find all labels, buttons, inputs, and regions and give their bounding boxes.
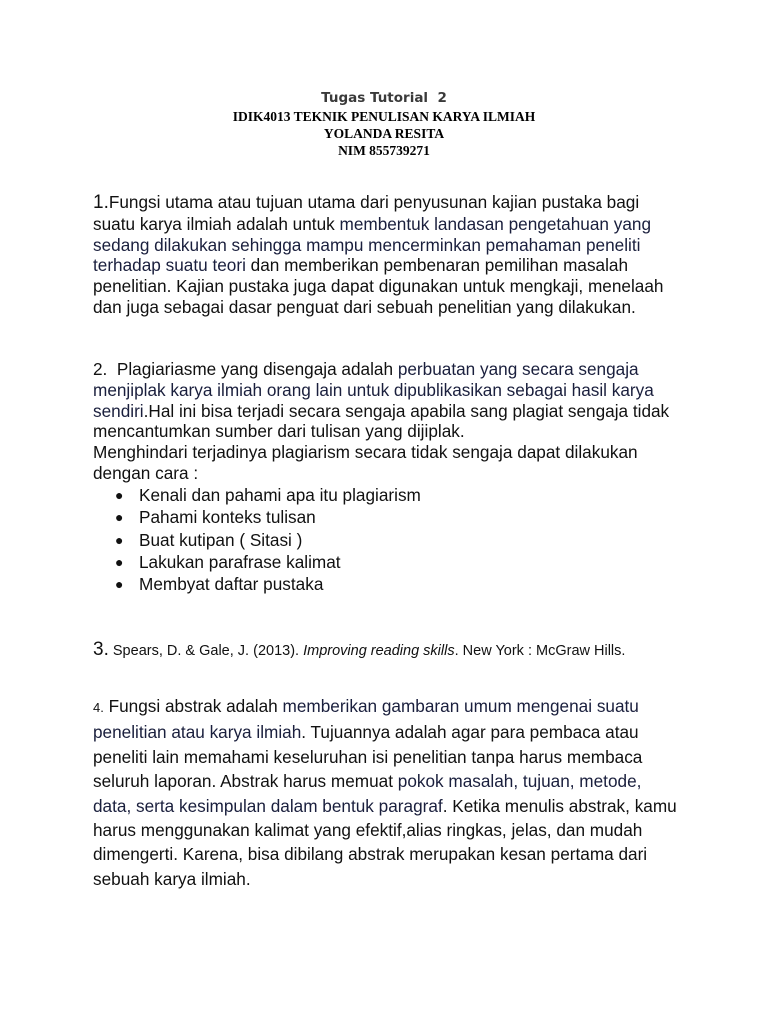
answer-1	[93, 192, 678, 318]
list-item	[93, 551, 678, 573]
list-item-text: Pahami konteks tulisan	[139, 507, 316, 528]
answer-4-text-a: Fungsi abstrak adalah	[103, 696, 283, 716]
bullet-icon: ●	[115, 531, 124, 548]
answer-2-paragraph	[93, 359, 678, 442]
answer-1-highlight: membentuk landasan pengetahuan yang sedang dilakukan sehingga mampu mencerminkan pemahaman peneliti terhadap suatu teori	[93, 213, 652, 276]
answer-1-text-b: dan memberikan pembenaran pemilihan masalah penelitian. Kajian pustaka juga dapat digunakan untuk mengkaji, menelaah dan juga sebagai dasar penguat dari sebuah penelitian yang dilakukan.	[93, 255, 664, 317]
student-name: YOLANDA RESITA	[323, 126, 445, 141]
answer-4-text-c: . Ketika menulis abstrak, kamu harus menggunakan kalimat yang efektif,alias ringkas, jelas, dan mudah dimengerti. Karena, bisa dibilang abstrak merupakan kesan pertama dari sebuah karya ilmiah.	[93, 795, 677, 889]
answer-1-paragraph	[93, 192, 678, 318]
bullet-icon: ●	[115, 486, 124, 503]
list-item	[93, 484, 678, 506]
list-item	[93, 529, 678, 551]
document-header	[0, 88, 768, 159]
answer-2-number: 2.	[93, 359, 108, 379]
list-item	[93, 573, 678, 595]
reference-title: Improving reading skills	[303, 643, 455, 659]
reference-publisher: . New York : McGraw Hills.	[454, 643, 626, 659]
answer-2	[93, 359, 678, 596]
answer-4-text-b: . Tujuannya adalah agar para pembaca atau peneliti lain memahami keseluruhan isi penelitian tanpa harus membaca seluruh laporan. Abstrak harus memuat	[93, 722, 643, 792]
answer-3-number: 3.	[93, 639, 109, 660]
answer-4-highlight-a: memberikan gambaran umum mengenai suatu penelitian atau karya ilmiah	[93, 696, 639, 743]
answer-2-intro: Menghindari terjadinya plagiarism secara tidak sengaja dapat dilakukan dengan cara :	[93, 442, 638, 483]
answer-4-number: 4.	[93, 700, 104, 715]
answer-4-highlight-b: pokok masalah, tujuan, metode, data, serta kesimpulan dalam bentuk paragraf	[93, 771, 642, 816]
answer-2-text-a: Plagiariasme yang disengaja adalah	[107, 359, 398, 379]
list-item	[93, 506, 678, 528]
answer-3-reference	[93, 638, 678, 662]
list-item-text: Membyat daftar pustaka	[139, 574, 324, 595]
assignment-title: Tugas Tutorial 2	[321, 90, 447, 106]
list-item-text: Lakukan parafrase kalimat	[139, 552, 341, 572]
course-title: IDIK4013 TEKNIK PENULISAN KARYA ILMIAH	[232, 109, 536, 124]
student-nim: NIM 855739271	[338, 143, 430, 158]
answer-2-highlight: perbuatan yang secara sengaja menjiplak karya ilmiah orang lain untuk dipublikasikan sebagai hasil karya sendiri	[93, 359, 654, 421]
answer-3	[93, 638, 678, 662]
answer-4	[93, 694, 678, 891]
bullet-icon: ●	[115, 576, 124, 593]
answer-4-paragraph	[93, 694, 678, 891]
reference-authors: Spears, D. & Gale, J. (2013).	[108, 643, 304, 659]
bullet-icon: ●	[115, 509, 124, 526]
list-item-text: Buat kutipan ( Sitasi )	[139, 529, 303, 550]
answer-1-text-a: Fungsi utama atau tujuan utama dari penyusunan kajian pustaka bagi suatu karya ilmiah adalah untuk	[93, 192, 640, 234]
answer-1-number: 1.	[93, 192, 109, 213]
answer-2-bullet-list	[93, 484, 678, 596]
list-item-text: Kenali dan pahami apa itu plagiarism	[139, 484, 421, 505]
answer-2-text-b: .Hal ini bisa terjadi secara sengaja apabila sang plagiat sengaja tidak mencantumkan sumber dari tulisan yang dijiplak.	[93, 400, 670, 442]
bullet-icon: ●	[115, 554, 124, 570]
